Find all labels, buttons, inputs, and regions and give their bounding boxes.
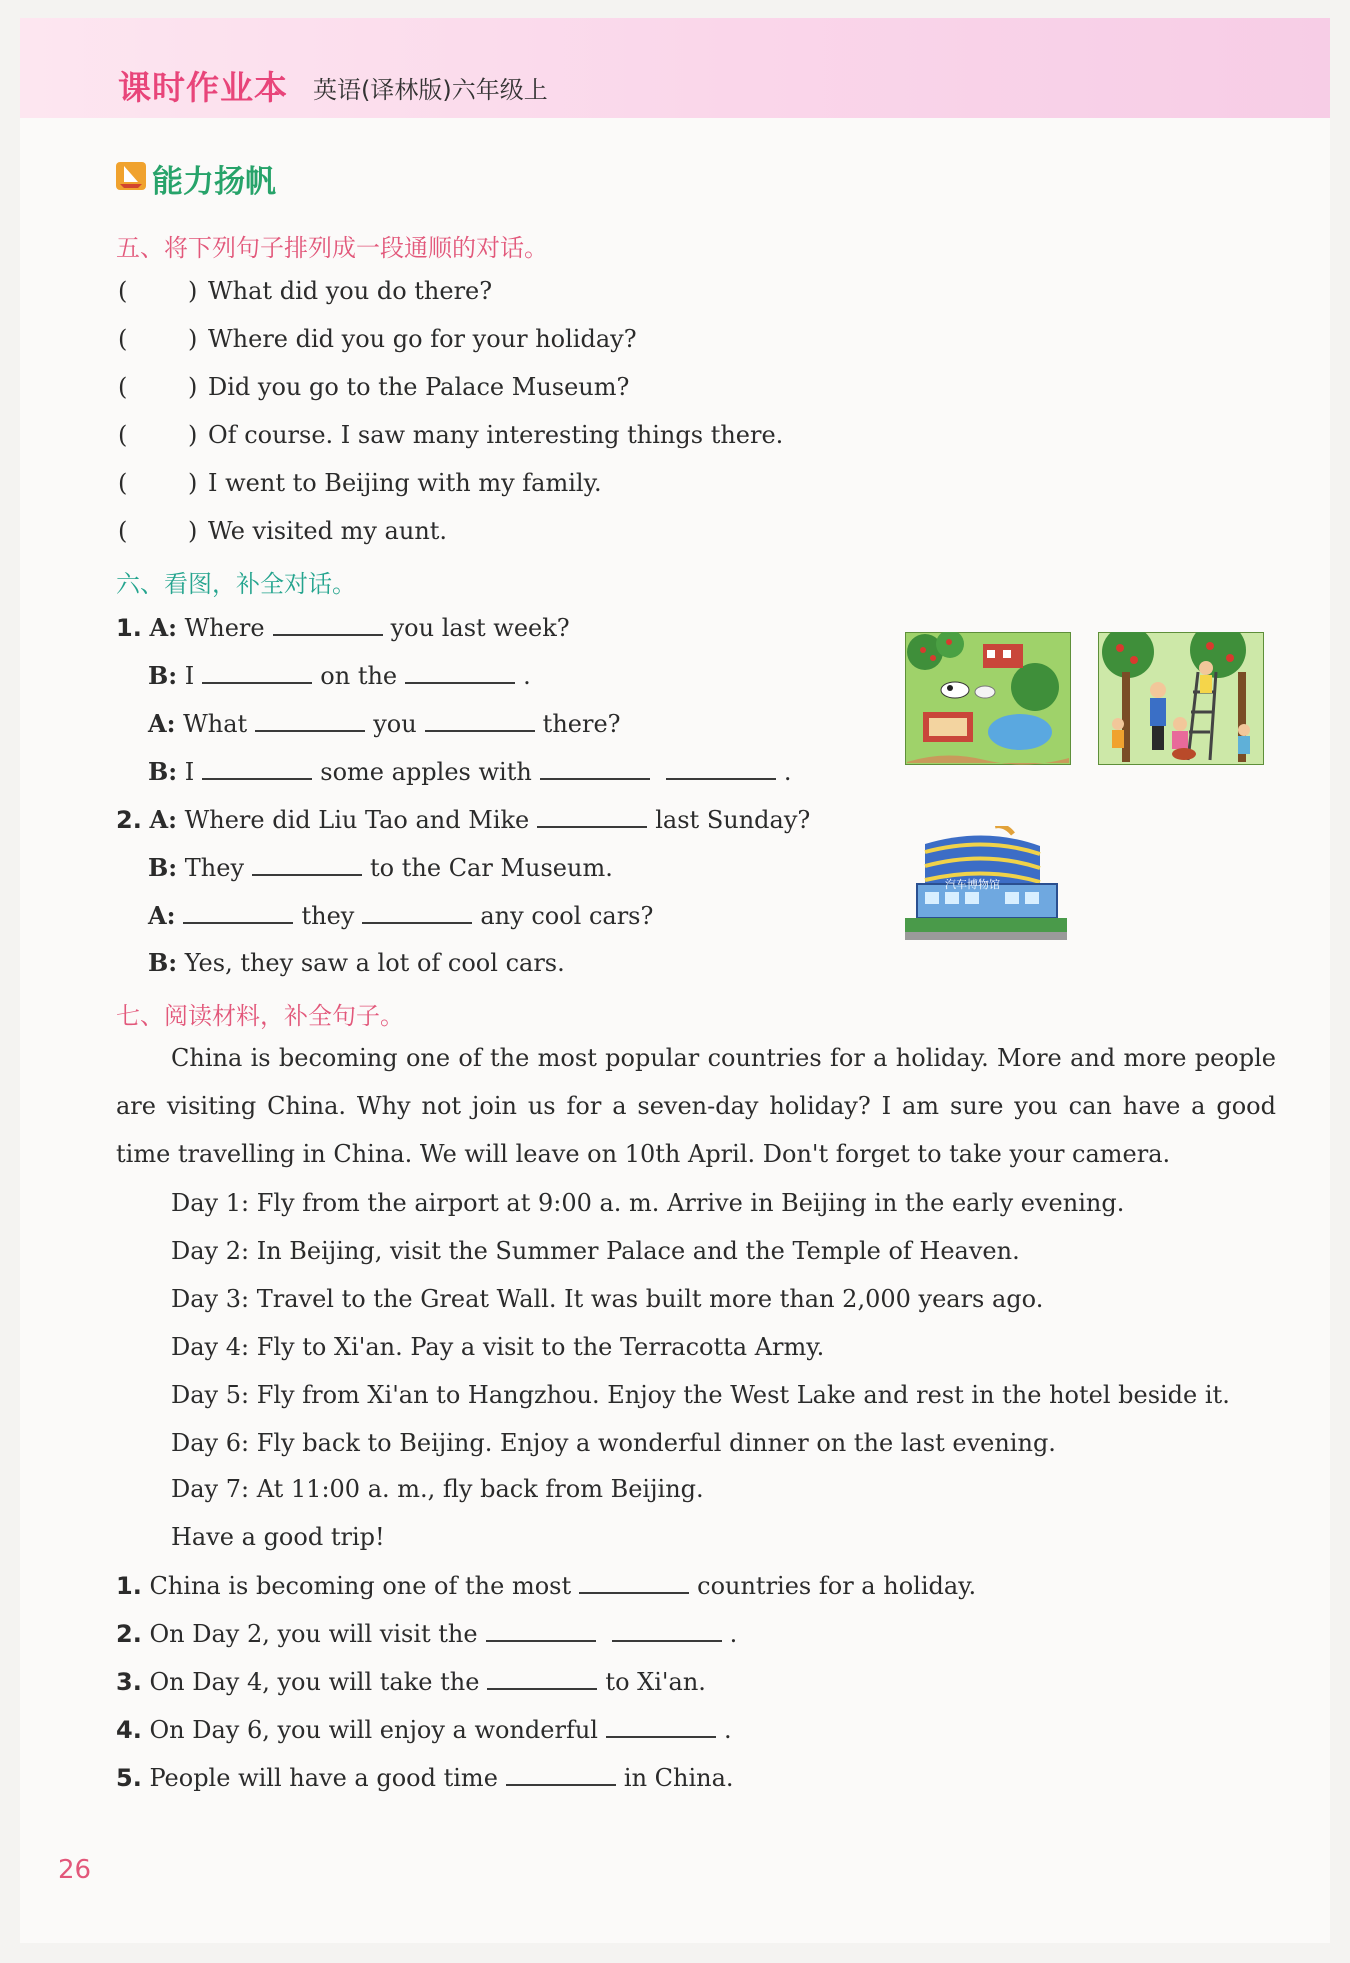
answer-blank[interactable] (540, 756, 650, 780)
q5-item-text: We visited my aunt. (208, 517, 448, 545)
apple-picking-illustration (1098, 632, 1264, 765)
answer-blank[interactable] (362, 900, 472, 924)
q7-day: Day 4: Fly to Xi'an. Pay a visit to the Terracotta Army. (171, 1333, 825, 1361)
answer-blank[interactable] (405, 660, 515, 684)
q7-day: Day 1: Fly from the airport at 9:00 a. m. Arrive in Beijing in the early evening. (171, 1189, 1125, 1217)
q5-item-text: What did you do there? (208, 277, 493, 305)
q6-d2-line3: A: they any cool cars? (148, 901, 654, 930)
book-subtitle: 英语(译林版)六年级上 (313, 76, 548, 104)
q6-d2-line4: B: Yes, they saw a lot of cool cars. (148, 948, 565, 977)
q6-d1-line4: B: I some apples with . (148, 757, 792, 786)
answer-blank[interactable] (273, 612, 383, 636)
q7-day: Day 3: Travel to the Great Wall. It was built more than 2,000 years ago. (171, 1285, 1044, 1313)
answer-blank[interactable] (425, 708, 535, 732)
answer-blank[interactable] (255, 708, 365, 732)
museum-sign: 汽车博物馆 (945, 878, 1000, 891)
answer-blank[interactable] (606, 1714, 716, 1738)
q7-heading: 七、阅读材料，补全句子。 (116, 1002, 404, 1030)
q7-sentence-4: 4. On Day 6, you will enjoy a wonderful . (116, 1716, 732, 1744)
q7-sentence-5: 5. People will have a good time in China. (116, 1764, 734, 1792)
car-museum-illustration (905, 826, 1067, 944)
q7-day: Day 7: At 11:00 a. m., fly back from Beijing. (171, 1475, 704, 1503)
page-background (20, 18, 1330, 1943)
q5-heading: 五、将下列句子排列成一段通顺的对话。 (116, 234, 548, 262)
q7-sentence-3: 3. On Day 4, you will take the to Xi'an. (116, 1668, 706, 1696)
q7-day: Day 6: Fly back to Beijing. Enjoy a wonderful dinner on the last evening. (171, 1429, 1056, 1457)
q5-item-text: Of course. I saw many interesting things there. (208, 421, 784, 449)
answer-blank[interactable] (537, 804, 647, 828)
answer-blank[interactable] (486, 1618, 596, 1642)
answer-blank[interactable] (252, 852, 362, 876)
q5-item-text: Where did you go for your holiday? (208, 325, 637, 353)
q6-d2-line2: B: They to the Car Museum. (148, 853, 613, 882)
answer-blank[interactable] (202, 660, 312, 684)
q6-heading: 六、看图，补全对话。 (116, 570, 356, 598)
q7-day: Day 5: Fly from Xi'an to Hangzhou. Enjoy the West Lake and rest in the hotel beside it. (171, 1381, 1230, 1409)
answer-blank[interactable] (202, 756, 312, 780)
answer-blank[interactable] (183, 900, 293, 924)
answer-blank[interactable] (579, 1570, 689, 1594)
q7-sentence-1: 1. China is becoming one of the most countries for a holiday. (116, 1572, 977, 1600)
sail-icon (116, 162, 146, 190)
page-number: 26 (58, 1855, 92, 1885)
answer-blank[interactable] (666, 756, 776, 780)
q5-item-text: I went to Beijing with my family. (208, 469, 602, 497)
q7-closing: Have a good trip! (171, 1523, 385, 1551)
answer-blank[interactable] (506, 1762, 616, 1786)
q6-d1-line2: B: I on the . (148, 661, 531, 690)
book-title: 课时作业本 (118, 68, 288, 107)
q6-d1-line1: 1. A: Where you last week? (116, 613, 570, 642)
answer-blank[interactable] (487, 1666, 597, 1690)
q7-sentence-2: 2. On Day 2, you will visit the . (116, 1620, 738, 1648)
answer-blank[interactable] (612, 1618, 722, 1642)
q6-d2-line1: 2. A: Where did Liu Tao and Mike last Sunday? (116, 805, 811, 834)
q7-day: Day 2: In Beijing, visit the Summer Palace and the Temple of Heaven. (171, 1237, 1020, 1265)
section-title: 能力扬帆 (152, 164, 276, 200)
q6-d1-line3: A: What you there? (148, 709, 621, 738)
q5-item-text: Did you go to the Palace Museum? (208, 373, 630, 401)
farm-illustration (905, 632, 1071, 765)
q7-intro-paragraph: China is becoming one of the most popular countries for a holiday. More and more people are visiting China. Why not join us for a seven-day holiday? I am sure you can have a good time travelling in China. We will leave on 10th April. Don't forget to take your camera. (116, 1044, 1276, 1168)
